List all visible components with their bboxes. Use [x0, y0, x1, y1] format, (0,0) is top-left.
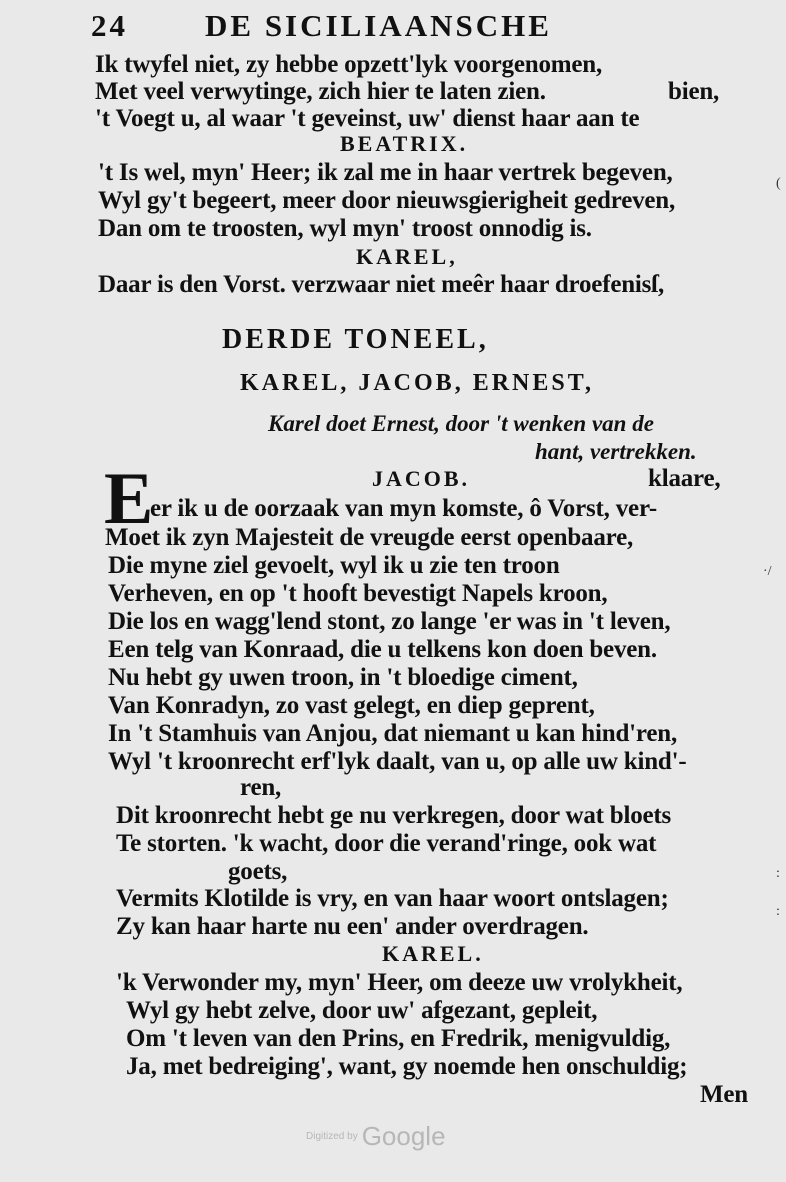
verse-line: Wyl gy hebt zelve, door uw' afgezant, gepleit, — [126, 997, 598, 1024]
verse-line: Ik twyfel niet, zy hebbe opzett'lyk voorgenomen, — [95, 51, 603, 78]
verse-line: Een telg van Konraad, die u telkens kon doen beven. — [108, 636, 657, 663]
catchword: Men — [700, 1081, 748, 1108]
digitized-by-label: Digitized by — [306, 1131, 358, 1142]
verse-line: In 't Stamhuis van Anjou, dat niemant u kan hind'ren, — [108, 720, 677, 747]
verse-line-runover: ren, — [240, 774, 282, 801]
verse-line: er ik u de oorzaak van myn komste, ô Vorst, ver- — [150, 495, 658, 522]
page-speck: : — [776, 904, 780, 919]
verse-line: Van Konradyn, zo vast gelegt, en diep geprent, — [108, 692, 595, 719]
page-speck: ( — [776, 176, 781, 191]
verse-line: Wyl gy't begeert, meer door nieuwsgierigheit gedreven, — [98, 187, 676, 214]
verse-line: Daar is den Vorst. verzwaar niet meêr haar droefenisſ, — [98, 271, 664, 298]
stage-direction: Karel doet Ernest, door 't wenken van de — [268, 411, 654, 436]
verse-line: 'k Verwonder my, myn' Heer, om deeze uw vrolykheit, — [116, 969, 683, 996]
verse-line-runover: klaare, — [648, 465, 721, 492]
verse-line-runover: goets, — [228, 858, 288, 885]
speaker-name: KAREL. — [382, 941, 484, 966]
verse-line: Dit kroonrecht hebt ge nu verkregen, door wat bloets — [116, 802, 672, 829]
verse-line: Die los en wagg'lend stont, zo lange 'er was in 't leven, — [108, 608, 671, 635]
running-title: DE SICILIAANSCHE — [205, 8, 552, 43]
verse-line: 't Voegt u, al waar 't geveinst, uw' dienst haar aan te — [95, 105, 640, 132]
digitization-watermark — [306, 1121, 446, 1152]
verse-line-runover: bien, — [668, 78, 720, 105]
google-wordmark: Google — [361, 1121, 446, 1151]
page-speck: ·/ — [763, 564, 772, 579]
verse-line: Dan om te troosten, wyl myn' troost onnodig is. — [98, 215, 592, 242]
speaker-name: JACOB. — [372, 466, 471, 491]
verse-line: Te storten. 'k wacht, door die verand'ringe, ook wat — [116, 830, 657, 857]
page-speck: : — [776, 866, 780, 881]
cast-list: KAREL, JACOB, ERNEST, — [240, 370, 594, 396]
verse-line: Moet ik zyn Majesteit de vreugde eerst openbaare, — [105, 524, 634, 551]
verse-line: Die myne ziel gevoelt, wyl ik u zie ten troon — [108, 552, 560, 579]
verse-line: Met veel verwytinge, zich hier te laten zien. — [95, 78, 546, 105]
verse-line: Ja, met bedreiging', want, gy noemde hen onschuldig; — [126, 1053, 688, 1080]
scene-heading: DERDE TONEEL, — [222, 324, 489, 355]
speaker-name: KAREL, — [356, 244, 458, 269]
verse-line: Vermits Klotilde is vry, en van haar woort ontslagen; — [116, 885, 669, 912]
verse-line: Zy kan haar harte nu een' ander overdragen. — [116, 913, 589, 940]
verse-line: 't Is wel, myn' Heer; ik zal me in haar vertrek begeven, — [98, 159, 673, 186]
stage-direction: hant, vertrekken. — [535, 439, 697, 464]
verse-line: Nu hebt gy uwen troon, in 't bloedige ciment, — [108, 664, 578, 691]
verse-line: Wyl 't kroonrecht erf'lyk daalt, van u, op alle uw kind'- — [108, 748, 687, 775]
verse-line: Om 't leven van den Prins, en Fredrik, menigvuldig, — [126, 1025, 671, 1052]
verse-line: Verheven, en op 't hooft bevestigt Napels kroon, — [108, 580, 608, 607]
page-number: 24 — [91, 8, 128, 43]
drop-cap: E — [104, 458, 154, 540]
speaker-name: BEATRIX. — [340, 131, 469, 156]
